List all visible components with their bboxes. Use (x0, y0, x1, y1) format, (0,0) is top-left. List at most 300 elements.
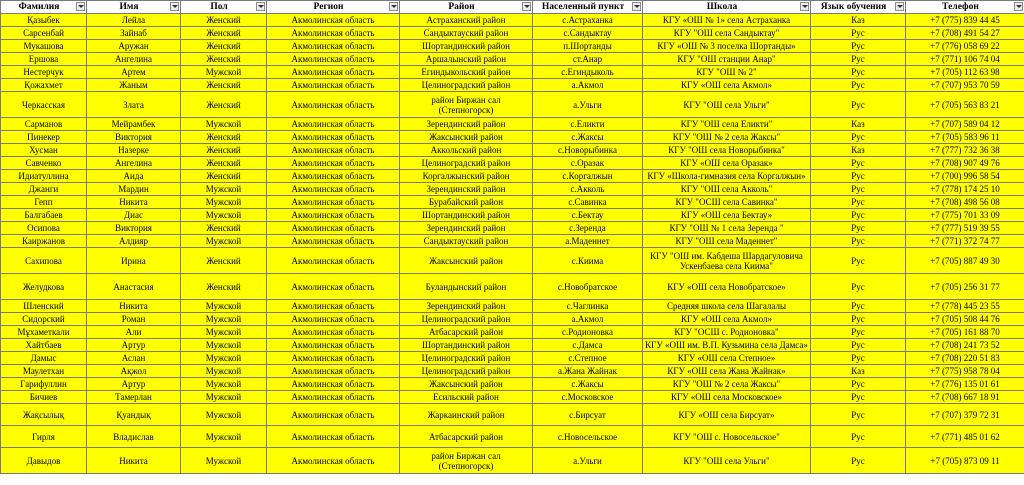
surname-cell[interactable]: Мукашова (1, 40, 87, 53)
language-cell[interactable]: Рус (811, 209, 906, 222)
region-cell[interactable]: Акмолинская область (267, 170, 400, 183)
phone-cell[interactable]: +7 (705) 256 31 77 (906, 274, 1024, 300)
phone-cell[interactable]: +7 (708) 491 54 27 (906, 27, 1024, 40)
school-cell[interactable]: КГУ "ОШ села Новорыбинка" (643, 144, 811, 157)
gender-cell[interactable]: Мужской (181, 326, 267, 339)
region-cell[interactable]: Акмолинская область (267, 378, 400, 391)
gender-cell[interactable]: Мужской (181, 66, 267, 79)
language-cell[interactable]: Рус (811, 27, 906, 40)
settlement-cell[interactable]: с.Бирсуат (533, 404, 643, 426)
gender-cell[interactable]: Женский (181, 222, 267, 235)
surname-cell[interactable]: Дамыс (1, 352, 87, 365)
school-cell[interactable]: КГУ «ОШ села Бектау» (643, 209, 811, 222)
phone-cell[interactable]: +7 (708) 907 49 76 (906, 157, 1024, 170)
surname-cell[interactable]: Каиржанов (1, 235, 87, 248)
column-header-region[interactable] (267, 1, 400, 14)
district-cell[interactable]: Жаксынский район (400, 378, 533, 391)
surname-cell[interactable]: Хайтбаев (1, 339, 87, 352)
surname-cell[interactable]: Мұхаметкали (1, 326, 87, 339)
surname-cell[interactable]: Шленский (1, 300, 87, 313)
name-cell[interactable]: Диас (87, 209, 181, 222)
column-header-gender[interactable] (181, 1, 267, 14)
name-cell[interactable]: Роман (87, 313, 181, 326)
name-cell[interactable]: Алдияр (87, 235, 181, 248)
surname-cell[interactable]: Жақсылық (1, 404, 87, 426)
name-cell[interactable]: Зайнаб (87, 27, 181, 40)
settlement-cell[interactable]: с.Бектау (533, 209, 643, 222)
gender-cell[interactable]: Мужской (181, 313, 267, 326)
table-row (1, 53, 1024, 66)
name-cell[interactable]: Лейла (87, 14, 181, 27)
school-cell[interactable]: КГУ "ОСШ села Савинка" (643, 196, 811, 209)
cell-text-line: (Степногорск) (438, 460, 494, 471)
phone-cell[interactable]: +7 (705) 508 44 76 (906, 313, 1024, 326)
surname-cell[interactable]: Джанги (1, 183, 87, 196)
school-cell[interactable]: КГУ "ОШ села Акколь" (643, 183, 811, 196)
district-cell[interactable]: Зерендинский район (400, 118, 533, 131)
district-cell[interactable]: Зерендинский район (400, 300, 533, 313)
district-cell[interactable]: Шортандинский район (400, 339, 533, 352)
district-cell[interactable]: Жаркаинский район (400, 404, 533, 426)
language-cell[interactable]: Рус (811, 274, 906, 300)
settlement-cell[interactable]: с.Зеренда (533, 222, 643, 235)
settlement-cell[interactable]: а.Акмол (533, 79, 643, 92)
settlement-cell[interactable]: с.Астраханка (533, 14, 643, 27)
phone-cell[interactable]: +7 (708) 498 56 08 (906, 196, 1024, 209)
district-cell[interactable]: Целиноградский район (400, 157, 533, 170)
phone-cell[interactable]: +7 (708) 241 73 52 (906, 339, 1024, 352)
school-cell[interactable]: Средняя школа села Шагалалы (643, 300, 811, 313)
column-header-phone[interactable] (906, 1, 1024, 14)
gender-cell[interactable]: Женский (181, 14, 267, 27)
language-cell[interactable]: Каз (811, 144, 906, 157)
table-row (1, 196, 1024, 209)
table-row (1, 274, 1024, 300)
district-cell[interactable] (400, 92, 533, 118)
name-cell[interactable]: Ақжол (87, 365, 181, 378)
phone-cell[interactable]: +7 (778) 174 25 10 (906, 183, 1024, 196)
gender-cell[interactable]: Женский (181, 53, 267, 66)
language-cell[interactable]: Рус (811, 339, 906, 352)
district-cell[interactable]: Целиноградский район (400, 79, 533, 92)
gender-cell[interactable]: Женский (181, 144, 267, 157)
gender-cell[interactable]: Женский (181, 170, 267, 183)
name-cell[interactable]: Никита (87, 448, 181, 474)
column-header-label: Телефон (942, 2, 979, 12)
surname-cell[interactable]: Ершова (1, 53, 87, 66)
school-cell[interactable]: КГУ «ОШ села Акмол» (643, 313, 811, 326)
phone-cell[interactable]: +7 (771) 372 74 77 (906, 235, 1024, 248)
district-cell[interactable]: Целиноградский район (400, 313, 533, 326)
language-cell[interactable]: Рус (811, 326, 906, 339)
phone-cell[interactable]: +7 (705) 583 96 11 (906, 131, 1024, 144)
surname-cell[interactable]: Нестерчук (1, 66, 87, 79)
school-cell[interactable]: КГУ «ОШ № 3 поселка Шортанды» (643, 40, 811, 53)
gender-cell[interactable]: Женский (181, 131, 267, 144)
region-cell[interactable]: Акмолинская область (267, 313, 400, 326)
surname-cell[interactable]: Желудкова (1, 274, 87, 300)
settlement-cell[interactable]: с.Акколь (533, 183, 643, 196)
language-cell[interactable]: Рус (811, 53, 906, 66)
gender-cell[interactable]: Мужской (181, 404, 267, 426)
name-cell[interactable]: Артем (87, 66, 181, 79)
region-cell[interactable]: Акмолинская область (267, 14, 400, 27)
gender-cell[interactable]: Мужской (181, 183, 267, 196)
phone-cell[interactable]: +7 (775) 701 33 09 (906, 209, 1024, 222)
gender-cell[interactable]: Мужской (181, 352, 267, 365)
filter-dropdown-icon[interactable] (895, 2, 904, 11)
phone-cell[interactable]: +7 (776) 058 69 22 (906, 40, 1024, 53)
surname-cell[interactable]: Балгабаев (1, 209, 87, 222)
name-cell[interactable]: Виктория (87, 222, 181, 235)
district-cell[interactable]: Егиндыкольский район (400, 66, 533, 79)
gender-cell[interactable]: Мужской (181, 209, 267, 222)
school-cell[interactable]: КГУ «ОШ села Жана Жайнак» (643, 365, 811, 378)
school-cell[interactable]: КГУ «ОШ села Новобратское» (643, 274, 811, 300)
name-cell[interactable]: Назерке (87, 144, 181, 157)
column-header-label: Школа (706, 2, 738, 12)
district-cell[interactable]: Буландынский район (400, 274, 533, 300)
header-row (1, 1, 1024, 14)
region-cell[interactable]: Акмолинская область (267, 404, 400, 426)
region-cell[interactable]: Акмолинская область (267, 300, 400, 313)
phone-cell[interactable]: +7 (708) 220 51 83 (906, 352, 1024, 365)
district-cell[interactable]: Целиноградский район (400, 352, 533, 365)
gender-cell[interactable]: Мужской (181, 339, 267, 352)
name-cell[interactable]: Аида (87, 170, 181, 183)
name-cell[interactable]: Никита (87, 196, 181, 209)
phone-cell[interactable]: +7 (778) 445 23 55 (906, 300, 1024, 313)
region-cell[interactable]: Акмолинская область (267, 144, 400, 157)
name-cell[interactable]: Али (87, 326, 181, 339)
gender-cell[interactable]: Женский (181, 157, 267, 170)
region-cell[interactable]: Акмолинская область (267, 365, 400, 378)
gender-cell[interactable]: Мужской (181, 426, 267, 448)
column-header-school[interactable] (643, 1, 811, 14)
gender-cell[interactable]: Мужской (181, 391, 267, 404)
filter-dropdown-icon[interactable] (256, 2, 265, 11)
region-cell[interactable]: Акмолинская область (267, 339, 400, 352)
settlement-cell[interactable]: а.Ульги (533, 448, 643, 474)
phone-cell[interactable]: +7 (705) 161 88 70 (906, 326, 1024, 339)
gender-cell[interactable]: Мужской (181, 118, 267, 131)
district-cell[interactable]: Зерендинский район (400, 222, 533, 235)
name-cell[interactable]: Аслан (87, 352, 181, 365)
school-cell[interactable]: КГУ «ОШ села Московское» (643, 391, 811, 404)
column-header-surname[interactable] (1, 1, 87, 14)
language-cell[interactable]: Рус (811, 222, 906, 235)
gender-cell[interactable]: Женский (181, 248, 267, 274)
phone-cell[interactable]: +7 (705) 873 09 11 (906, 448, 1024, 474)
filter-dropdown-icon[interactable] (389, 2, 398, 11)
filter-dropdown-icon[interactable] (632, 2, 641, 11)
school-cell[interactable]: КГУ «ОШ села Акмол» (643, 79, 811, 92)
language-cell[interactable]: Рус (811, 183, 906, 196)
surname-cell[interactable]: Қожахмет (1, 79, 87, 92)
school-cell[interactable]: КГУ "ОШ села Сандыктау" (643, 27, 811, 40)
column-header-language[interactable] (811, 1, 906, 14)
language-cell[interactable]: Каз (811, 14, 906, 27)
school-cell[interactable]: КГУ "ОШ № 2" (643, 66, 811, 79)
settlement-cell[interactable]: с.Савинка (533, 196, 643, 209)
district-cell[interactable]: Атбасарский район (400, 426, 533, 448)
school-cell[interactable]: КГУ "ОСШ с. Родионовка" (643, 326, 811, 339)
settlement-cell[interactable]: с.Еликти (533, 118, 643, 131)
language-cell[interactable]: Каз (811, 118, 906, 131)
phone-cell[interactable]: +7 (700) 996 58 54 (906, 170, 1024, 183)
filter-dropdown-icon[interactable] (76, 2, 85, 11)
table-row (1, 426, 1024, 448)
district-cell[interactable]: Коргалжынский район (400, 170, 533, 183)
surname-cell[interactable]: Давыдов (1, 448, 87, 474)
phone-cell[interactable]: +7 (777) 732 36 38 (906, 144, 1024, 157)
school-cell[interactable]: КГУ «Школа-гимназия села Коргалжын» (643, 170, 811, 183)
gender-cell[interactable]: Мужской (181, 365, 267, 378)
settlement-cell[interactable]: с.Киима (533, 248, 643, 274)
surname-cell[interactable]: Гепп (1, 196, 87, 209)
language-cell[interactable]: Рус (811, 66, 906, 79)
surname-cell[interactable]: Сидорский (1, 313, 87, 326)
language-cell[interactable]: Рус (811, 79, 906, 92)
language-cell[interactable]: Рус (811, 131, 906, 144)
phone-cell[interactable]: +7 (776) 135 01 61 (906, 378, 1024, 391)
region-cell[interactable]: Акмолинская область (267, 274, 400, 300)
settlement-cell[interactable]: с.Родионовка (533, 326, 643, 339)
region-cell[interactable]: Акмолинская область (267, 92, 400, 118)
language-cell[interactable]: Рус (811, 235, 906, 248)
language-cell[interactable]: Рус (811, 391, 906, 404)
phone-cell[interactable]: +7 (707) 379 72 31 (906, 404, 1024, 426)
region-cell[interactable]: Акмолинская область (267, 79, 400, 92)
district-cell[interactable] (400, 448, 533, 474)
settlement-cell[interactable]: с.Дамса (533, 339, 643, 352)
district-cell[interactable]: Бурабайский район (400, 196, 533, 209)
region-cell[interactable]: Акмолинская область (267, 248, 400, 274)
phone-cell[interactable]: +7 (705) 112 63 98 (906, 66, 1024, 79)
settlement-cell[interactable]: с.Оразак (533, 157, 643, 170)
district-cell[interactable]: Есильский район (400, 391, 533, 404)
region-cell[interactable]: Акмолинская область (267, 66, 400, 79)
name-cell[interactable]: Артур (87, 378, 181, 391)
phone-cell[interactable]: +7 (775) 839 44 45 (906, 14, 1024, 27)
district-cell[interactable]: Зерендинский район (400, 183, 533, 196)
settlement-cell[interactable]: с.Сандыктау (533, 27, 643, 40)
table-row (1, 404, 1024, 426)
surname-cell[interactable]: Хусман (1, 144, 87, 157)
gender-cell[interactable]: Женский (181, 92, 267, 118)
settlement-cell[interactable]: с.Новосельское (533, 426, 643, 448)
district-cell[interactable]: Жаксынский район (400, 248, 533, 274)
region-cell[interactable]: Акмолинская область (267, 118, 400, 131)
gender-cell[interactable]: Мужской (181, 235, 267, 248)
school-cell[interactable]: КГУ «ОШ № 1» села Астраханка (643, 14, 811, 27)
settlement-cell[interactable]: с.Новорыбинка (533, 144, 643, 157)
surname-cell[interactable]: Сарсенбай (1, 27, 87, 40)
school-cell[interactable] (643, 248, 811, 274)
name-cell[interactable]: Ангелина (87, 157, 181, 170)
region-cell[interactable]: Акмолинская область (267, 426, 400, 448)
language-cell[interactable]: Рус (811, 196, 906, 209)
school-cell[interactable]: КГУ "ОШ станции Анар" (643, 53, 811, 66)
region-cell[interactable]: Акмолинская область (267, 196, 400, 209)
name-cell[interactable]: Жаным (87, 79, 181, 92)
surname-cell[interactable]: Гирля (1, 426, 87, 448)
district-cell[interactable]: Шортандинский район (400, 40, 533, 53)
phone-cell[interactable]: +7 (707) 953 70 59 (906, 79, 1024, 92)
region-cell[interactable]: Акмолинская область (267, 131, 400, 144)
school-cell[interactable]: КГУ «ОШ села Бирсуат» (643, 404, 811, 426)
language-cell[interactable]: Рус (811, 40, 906, 53)
surname-cell[interactable]: Черкасская (1, 92, 87, 118)
settlement-cell[interactable]: с.Егиндыколь (533, 66, 643, 79)
settlement-cell[interactable]: с.Коргалжын (533, 170, 643, 183)
surname-cell[interactable]: Савченко (1, 157, 87, 170)
name-cell[interactable]: Злата (87, 92, 181, 118)
phone-cell[interactable]: +7 (771) 106 74 04 (906, 53, 1024, 66)
district-cell[interactable]: Целиноградский район (400, 365, 533, 378)
region-cell[interactable]: Акмолинская область (267, 183, 400, 196)
school-cell[interactable]: КГУ "ОШ № 2 села Жаксы" (643, 131, 811, 144)
district-cell[interactable]: Астраханский район (400, 14, 533, 27)
district-cell[interactable]: Жаксынский район (400, 131, 533, 144)
district-cell[interactable]: Сандыктауский район (400, 235, 533, 248)
settlement-cell[interactable]: с.Жаксы (533, 378, 643, 391)
school-cell[interactable]: КГУ "ОШ с. Новосельское" (643, 426, 811, 448)
name-cell[interactable]: Виктория (87, 131, 181, 144)
school-cell[interactable]: КГУ "ОШ села Еликти" (643, 118, 811, 131)
language-cell[interactable]: Рус (811, 404, 906, 426)
gender-cell[interactable]: Мужской (181, 196, 267, 209)
table-row (1, 14, 1024, 27)
settlement-cell[interactable]: а.Маденнет (533, 235, 643, 248)
filter-dropdown-icon[interactable] (1014, 2, 1023, 11)
filter-dropdown-icon[interactable] (800, 2, 809, 11)
region-cell[interactable]: Акмолинская область (267, 235, 400, 248)
phone-cell[interactable]: +7 (707) 589 04 12 (906, 118, 1024, 131)
settlement-cell[interactable]: а.Жана Жайнак (533, 365, 643, 378)
settlement-cell[interactable]: а.Ульги (533, 92, 643, 118)
phone-cell[interactable]: +7 (705) 887 49 30 (906, 248, 1024, 274)
name-cell[interactable]: Мардин (87, 183, 181, 196)
settlement-cell[interactable]: с.Жаксы (533, 131, 643, 144)
surname-cell[interactable]: Идиатуллина (1, 170, 87, 183)
region-cell[interactable]: Акмолинская область (267, 222, 400, 235)
gender-cell[interactable]: Мужской (181, 448, 267, 474)
district-cell[interactable]: Аккольский район (400, 144, 533, 157)
name-cell[interactable]: Артур (87, 339, 181, 352)
filter-dropdown-icon[interactable] (170, 2, 179, 11)
language-cell[interactable]: Рус (811, 352, 906, 365)
language-cell[interactable]: Рус (811, 92, 906, 118)
settlement-cell[interactable]: с.Чаглинка (533, 300, 643, 313)
column-header-name[interactable] (87, 1, 181, 14)
school-cell[interactable]: КГУ "ОШ села Ульги" (643, 92, 811, 118)
name-cell[interactable]: Қуандық (87, 404, 181, 426)
school-cell[interactable]: КГУ "ОШ села Ульги" (643, 448, 811, 474)
column-header-settlement[interactable] (533, 1, 643, 14)
name-cell[interactable]: Владислав (87, 426, 181, 448)
school-cell[interactable]: КГУ "ОШ № 2 села Жаксы" (643, 378, 811, 391)
settlement-cell[interactable]: а.Акмол (533, 313, 643, 326)
settlement-cell[interactable]: с.Степное (533, 352, 643, 365)
surname-cell[interactable]: Бичиев (1, 391, 87, 404)
table-row (1, 313, 1024, 326)
language-cell[interactable]: Рус (811, 157, 906, 170)
region-cell[interactable]: Акмолинская область (267, 157, 400, 170)
gender-cell[interactable]: Женский (181, 274, 267, 300)
settlement-cell[interactable]: с.Новобратское (533, 274, 643, 300)
gender-cell[interactable]: Женский (181, 40, 267, 53)
phone-cell[interactable]: +7 (705) 563 83 21 (906, 92, 1024, 118)
region-cell[interactable]: Акмолинская область (267, 27, 400, 40)
gender-cell[interactable]: Женский (181, 79, 267, 92)
phone-cell[interactable]: +7 (775) 958 78 04 (906, 365, 1024, 378)
region-cell[interactable]: Акмолинская область (267, 352, 400, 365)
region-cell[interactable]: Акмолинская область (267, 326, 400, 339)
language-cell[interactable]: Рус (811, 426, 906, 448)
name-cell[interactable]: Аружан (87, 40, 181, 53)
region-cell[interactable]: Акмолинская область (267, 391, 400, 404)
surname-cell[interactable]: Гарифуллин (1, 378, 87, 391)
district-cell[interactable]: Атбасарский район (400, 326, 533, 339)
school-cell[interactable]: КГУ "ОШ № 1 села Зеренда " (643, 222, 811, 235)
phone-cell[interactable]: +7 (771) 485 01 62 (906, 426, 1024, 448)
gender-cell[interactable]: Мужской (181, 300, 267, 313)
filter-dropdown-icon[interactable] (522, 2, 531, 11)
school-cell[interactable]: КГУ "ОШ села Маденнет" (643, 235, 811, 248)
region-cell[interactable]: Акмолинская область (267, 40, 400, 53)
school-cell[interactable]: КГУ «ОШ села Оразак» (643, 157, 811, 170)
settlement-cell[interactable]: с.Московское (533, 391, 643, 404)
name-cell[interactable]: Ирина (87, 248, 181, 274)
gender-cell[interactable]: Женский (181, 27, 267, 40)
phone-cell[interactable]: +7 (777) 519 39 55 (906, 222, 1024, 235)
region-cell[interactable]: Акмолинская область (267, 53, 400, 66)
region-cell[interactable]: Акмолинская область (267, 209, 400, 222)
language-cell[interactable]: Каз (811, 365, 906, 378)
language-cell[interactable]: Рус (811, 170, 906, 183)
surname-cell[interactable]: Маулетхан (1, 365, 87, 378)
surname-cell[interactable]: Пинекер (1, 131, 87, 144)
region-cell[interactable]: Акмолинская область (267, 448, 400, 474)
school-cell[interactable]: КГУ «ОШ села Степное» (643, 352, 811, 365)
language-cell[interactable]: Рус (811, 378, 906, 391)
name-cell[interactable]: Мейрамбек (87, 118, 181, 131)
name-cell[interactable]: Никита (87, 300, 181, 313)
phone-cell[interactable]: +7 (708) 667 18 91 (906, 391, 1024, 404)
surname-cell[interactable]: Сахипова (1, 248, 87, 274)
settlement-cell[interactable]: ст.Анар (533, 53, 643, 66)
district-cell[interactable]: Аршалынский район (400, 53, 533, 66)
language-cell[interactable]: Рус (811, 448, 906, 474)
name-cell[interactable]: Анастасия (87, 274, 181, 300)
surname-cell[interactable]: Сарманов (1, 118, 87, 131)
school-cell[interactable]: КГУ «ОШ им. В.П. Кузьмина села Дамса» (643, 339, 811, 352)
surname-cell[interactable]: Осипова (1, 222, 87, 235)
name-cell[interactable]: Тамерлан (87, 391, 181, 404)
language-cell[interactable]: Рус (811, 248, 906, 274)
surname-cell[interactable]: Қазыбек (1, 14, 87, 27)
language-cell[interactable]: Рус (811, 300, 906, 313)
table-row (1, 378, 1024, 391)
column-header-district[interactable] (400, 1, 533, 14)
district-cell[interactable]: Шортандинский район (400, 209, 533, 222)
district-cell[interactable]: Сандыктауский район (400, 27, 533, 40)
gender-cell[interactable]: Мужской (181, 378, 267, 391)
name-cell[interactable]: Ангелина (87, 53, 181, 66)
language-cell[interactable]: Рус (811, 313, 906, 326)
settlement-cell[interactable]: п.Шортанды (533, 40, 643, 53)
